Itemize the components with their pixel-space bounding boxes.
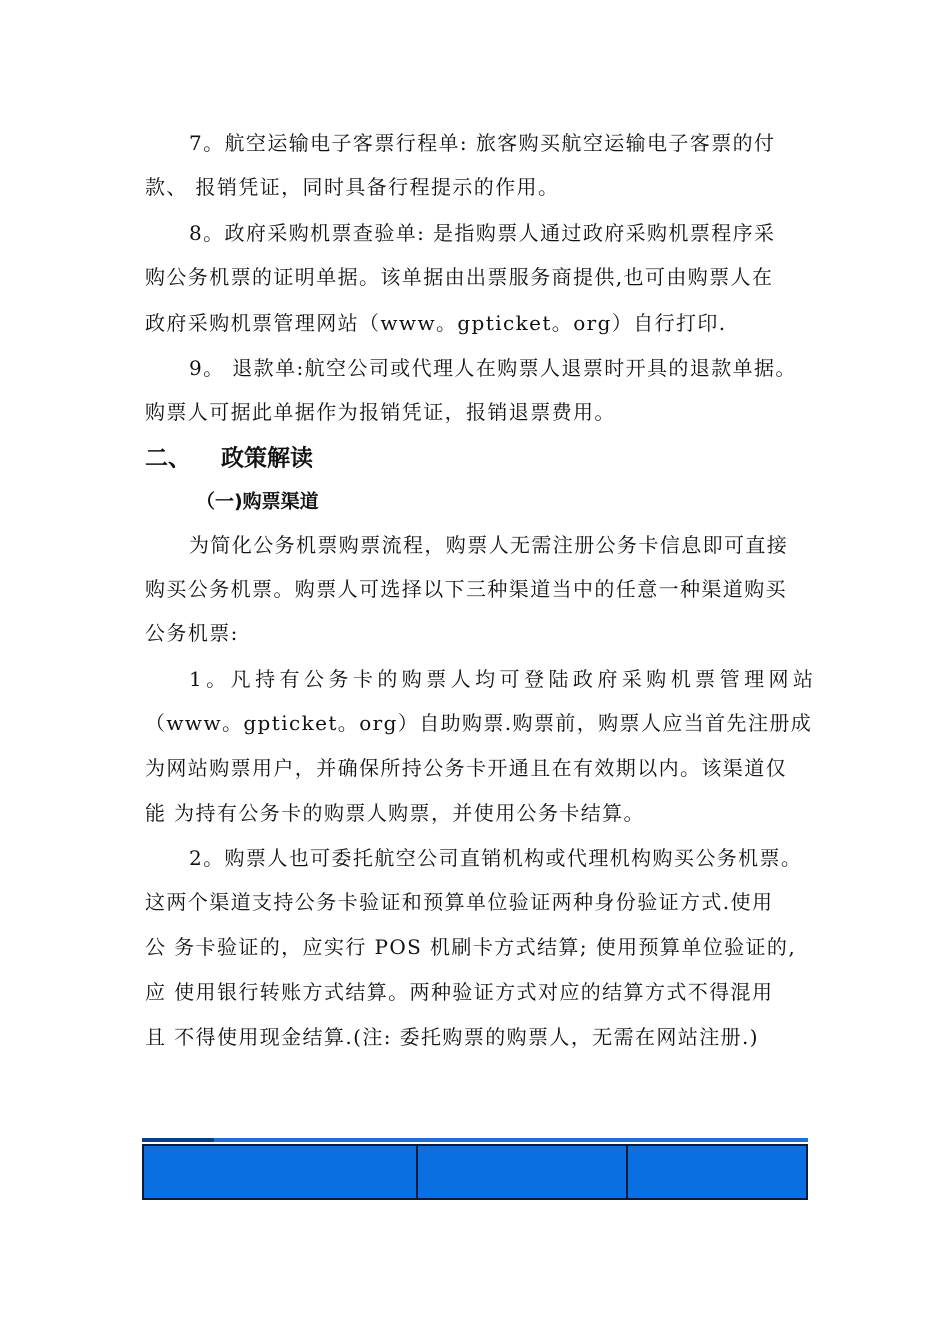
table-cell-3 bbox=[627, 1145, 807, 1199]
intro-line-3: 公务机票: bbox=[145, 621, 239, 645]
intro-line-1: 为简化公务机票购票流程，购票人无需注册公务卡信息即可直接 bbox=[189, 533, 789, 557]
paragraph-9-line-2: 购票人可据此单据作为报销凭证，报销退票费用。 bbox=[145, 400, 616, 424]
paragraph-8-line-2: 购公务机票的证明单据。该单据由出票服务商提供,也可由购票人在 bbox=[145, 265, 774, 289]
paragraph-9-line-1: 9。 退款单:航空公司或代理人在购票人退票时开具的退款单据。 bbox=[189, 356, 797, 380]
item-2-line-4: 应 使用银行转账方式结算。两种验证方式对应的结算方式不得混用 bbox=[145, 980, 774, 1004]
item-1-line-1: 1。凡持有公务卡的购票人均可登陆政府采购机票管理网站 bbox=[189, 667, 813, 691]
blue-table bbox=[142, 1144, 808, 1200]
paragraph-8-line-1: 8。政府采购机票查验单: 是指购票人通过政府采购机票程序采 bbox=[189, 221, 776, 245]
blue-table-container bbox=[142, 1138, 808, 1200]
section-number: 二、 bbox=[145, 445, 191, 472]
item-2-line-1: 2。购票人也可委托航空公司直销机构或代理机构购买公务机票。 bbox=[189, 846, 803, 870]
item-2-line-5: 且 不得使用现金结算.(注: 委托购票的购票人，无需在网站注册.) bbox=[145, 1025, 759, 1049]
paragraph-7-line-2: 款、 报销凭证，同时具备行程提示的作用。 bbox=[145, 175, 560, 199]
paragraph-8-line-3: 政府采购机票管理网站（www。gpticket。org）自行打印. bbox=[145, 311, 727, 335]
item-2-line-2: 这两个渠道支持公务卡验证和预算单位验证两种身份验证方式.使用 bbox=[145, 890, 774, 914]
section-title: 政策解读 bbox=[221, 445, 313, 472]
item-1-line-2: （www。gpticket。org）自助购票.购票前，购票人应当首先注册成 bbox=[145, 711, 813, 735]
item-1-line-4: 能 为持有公务卡的购票人购票，并使用公务卡结算。 bbox=[145, 801, 645, 825]
item-2-line-3: 公 务卡验证的，应实行 POS 机刷卡方式结算; 使用预算单位验证的, bbox=[145, 935, 797, 959]
subsection-heading: （一)购票渠道 bbox=[196, 490, 319, 513]
table-row bbox=[143, 1145, 807, 1199]
section-heading bbox=[145, 440, 313, 473]
table-cell-1 bbox=[143, 1145, 417, 1199]
item-1-line-3: 为网站购票用户，并确保所持公务卡开通且在有效期以内。该渠道仅 bbox=[145, 756, 787, 780]
table-cell-2 bbox=[417, 1145, 627, 1199]
table-top-rule bbox=[142, 1138, 808, 1142]
paragraph-7-line-1: 7。航空运输电子客票行程单: 旅客购买航空运输电子客票的付 bbox=[189, 131, 776, 155]
intro-line-2: 购买公务机票。购票人可选择以下三种渠道当中的任意一种渠道购买 bbox=[145, 577, 787, 601]
